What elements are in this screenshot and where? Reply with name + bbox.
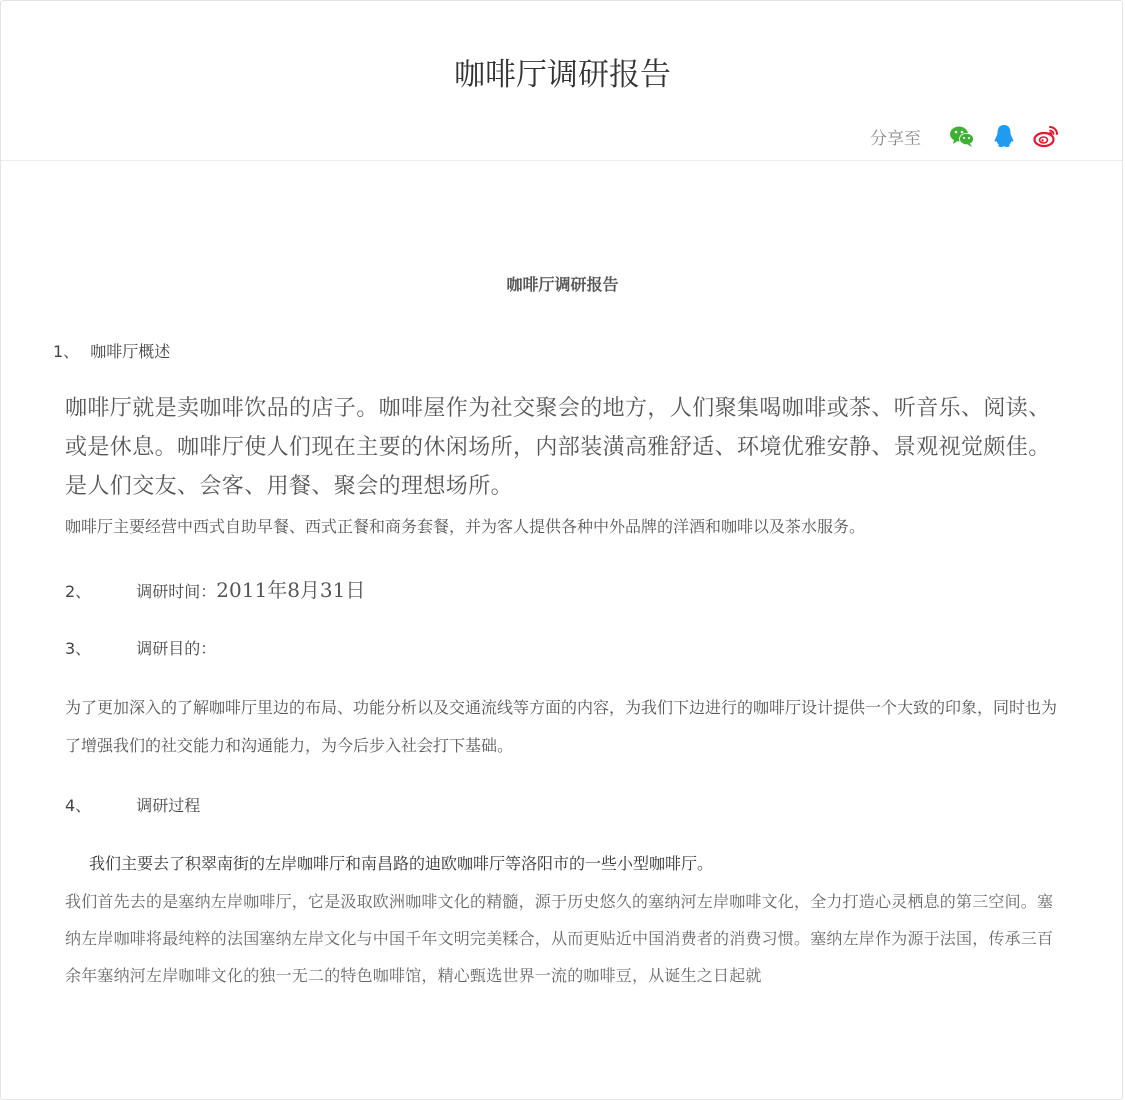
- section-number: 2、: [65, 582, 92, 601]
- section-label: 调研过程: [136, 796, 201, 815]
- page-title: 咖啡厅调研报告: [454, 57, 671, 93]
- process-intro: 我们主要去了积翠南街的左岸咖啡厅和南昌路的迪欧咖啡厅等洛阳市的一些小型咖啡厅。: [89, 854, 714, 873]
- share-label: 分享至: [870, 128, 921, 149]
- section-1-heading: [53, 339, 170, 362]
- section-2-heading: [65, 574, 365, 603]
- document-title: 咖啡厅调研报告: [506, 275, 619, 294]
- section-label: 调研目的：: [136, 639, 217, 658]
- overview-sub-paragraph: 咖啡厅主要经营中西式自助早餐、西式正餐和商务套餐，并为客人提供各种中外品牌的洋酒和咖啡以及茶水服务。: [65, 517, 866, 536]
- section-number: 3、: [65, 639, 92, 658]
- process-body-paragraph: 我们首先去的是塞纳左岸咖啡厅，它是汲取欧洲咖啡文化的精髓，源于历史悠久的塞纳河左岸咖啡文化，全力打造心灵栖息的第三空间。塞纳左岸咖啡将最纯粹的法国塞纳左岸文化与中国千年文明完美糅合，从而更贴近中国消费者的消费习惯。塞纳左岸作为源于法国，传承三百余年塞纳河左岸咖啡文化的独一无二的特色咖啡馆，精心甄选世界一流的咖啡豆，从诞生之日起就: [65, 892, 1054, 985]
- section-number: 1、: [53, 342, 80, 361]
- purpose-paragraph: 为了更加深入的了解咖啡厅里边的布局、功能分析以及交通流线等方面的内容，为我们下边进行的咖啡厅设计提供一个大致的印象，同时也为了增强我们的社交能力和沟通能力，为今后步入社会打下基础。: [65, 698, 1058, 755]
- share-bar: [870, 122, 1060, 150]
- article-header: [1, 1, 1122, 161]
- section-label: 咖啡厅概述: [90, 342, 171, 361]
- weibo-icon[interactable]: [1032, 122, 1060, 150]
- wechat-icon[interactable]: [948, 122, 976, 150]
- section-3-heading: [65, 636, 216, 659]
- section-4-heading: [65, 793, 200, 816]
- qq-icon[interactable]: [990, 122, 1018, 150]
- section-number: 4、: [65, 796, 92, 815]
- survey-date: 2011年8月31日: [216, 578, 366, 602]
- overview-paragraph: 咖啡厅就是卖咖啡饮品的店子。咖啡屋作为社交聚会的地方，人们聚集喝咖啡或茶、听音乐、阅读、或是休息。咖啡厅使人们现在主要的休闲场所，内部装潢高雅舒适、环境优雅安静、景观视觉颇佳。是人们交友、会客、用餐、聚会的理想场所。: [65, 396, 1051, 499]
- section-label: 调研时间：: [136, 582, 217, 601]
